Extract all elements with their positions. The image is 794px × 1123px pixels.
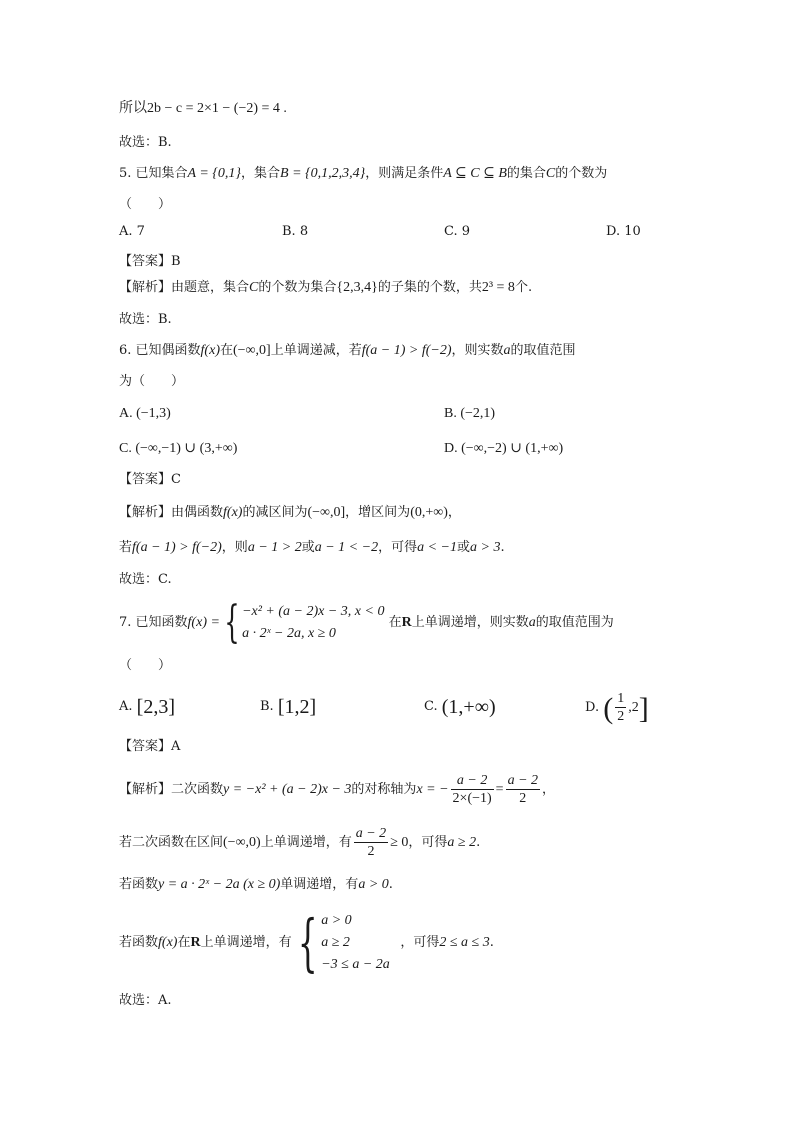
q6-analysis-1: 【解析】由偶函数f(x)的减区间为(−∞,0]，增区间为(0,+∞)，: [119, 505, 461, 520]
q7-stem: 7. 已知函数f(x) = { −x² + (a − 2)x − 3, x < 0 a · 2ˣ − 2a, x ≥ 0 在R上单调递增，则实数a的取值范围为: [119, 596, 614, 648]
q6-option-a: A. (−1,3): [119, 406, 171, 421]
q5-analysis: 【解析】由题意，集合C的个数为集合{2,3,4}的子集的个数，共2³ = 8个.: [119, 280, 533, 295]
q7-choice: 故选：A.: [119, 993, 172, 1008]
q5-choice: 故选：B.: [119, 312, 172, 327]
q6-option-b: B. (−2,1): [444, 406, 496, 421]
q6-choice: 故选：C.: [119, 572, 172, 587]
q6-stem-cont: 为（ ）: [119, 374, 185, 389]
q7-paren: （ ）: [119, 658, 172, 673]
q5-option-c: C. 9: [444, 224, 471, 239]
q6-option-c: C. (−∞,−1) ∪ (3,+∞): [119, 441, 238, 456]
q7-analysis-1: 【解析】二次函数y = −x² + (a − 2)x − 3的对称轴为x = − $\frac{a - 2}{2\times(-1)}$ = $\frac{a - 2}{2}$ ，: [119, 773, 556, 806]
q7-analysis-4: 若函数f(x)在R上单调递增，有 { a > 0 a ≥ 2 −3 ≤ a − 2a ，可得2 ≤ a ≤ 3.: [119, 905, 494, 979]
q5-paren: （ ）: [119, 197, 172, 212]
result-line: 所以2b − c = 2×1 − (−2) = 4 .: [119, 101, 287, 116]
q5-option-d: D. 10: [606, 224, 641, 239]
q6-stem: 6. 已知偶函数f(x)在(−∞,0]上单调递减，若f(a − 1) > f(−2)，则实数a的取值范围: [119, 343, 576, 358]
q7-piecewise: { −x² + (a − 2)x − 3, x < 0 a · 2ˣ − 2a, x ≥ 0: [224, 596, 385, 648]
q6-analysis-2: 若f(a − 1) > f(−2)，则a − 1 > 2或a − 1 < −2，可得a < −1或a > 3.: [119, 540, 505, 555]
q7-analysis-2: 若二次函数在区间(−∞,0)上单调递增，有 $\frac{a - 2}{2}$ ≥ 0，可得a ≥ 2.: [119, 826, 481, 859]
q5-option-a: A. 7: [119, 224, 145, 239]
q7-option-a: A. [2,3]: [119, 696, 175, 718]
q5-stem: 5. 已知集合A = {0,1}，集合B = {0,1,2,3,4}，则满足条件A ⊆ C ⊆ B的集合C的个数为: [119, 166, 608, 181]
q7-option-b: B. [1,2]: [260, 696, 317, 718]
q7-answer: 【答案】A: [119, 739, 181, 754]
q6-option-d: D. (−∞,−2) ∪ (1,+∞): [444, 441, 564, 456]
answer-choice: 故选：B.: [119, 135, 172, 150]
q7-system: { a > 0 a ≥ 2 −3 ≤ a − 2a: [297, 905, 390, 979]
q6-answer: 【答案】C: [119, 472, 181, 487]
q5-answer: 【答案】B: [119, 254, 181, 269]
q7-analysis-3: 若函数y = a · 2ˣ − 2a (x ≥ 0)单调递增，有a > 0.: [119, 877, 393, 892]
q5-option-b: B. 8: [282, 224, 309, 239]
q7-option-c: C. (1,+∞): [424, 696, 496, 718]
q7-option-d: D. ( $\frac{1}{2}$ ,2]: [585, 691, 649, 725]
